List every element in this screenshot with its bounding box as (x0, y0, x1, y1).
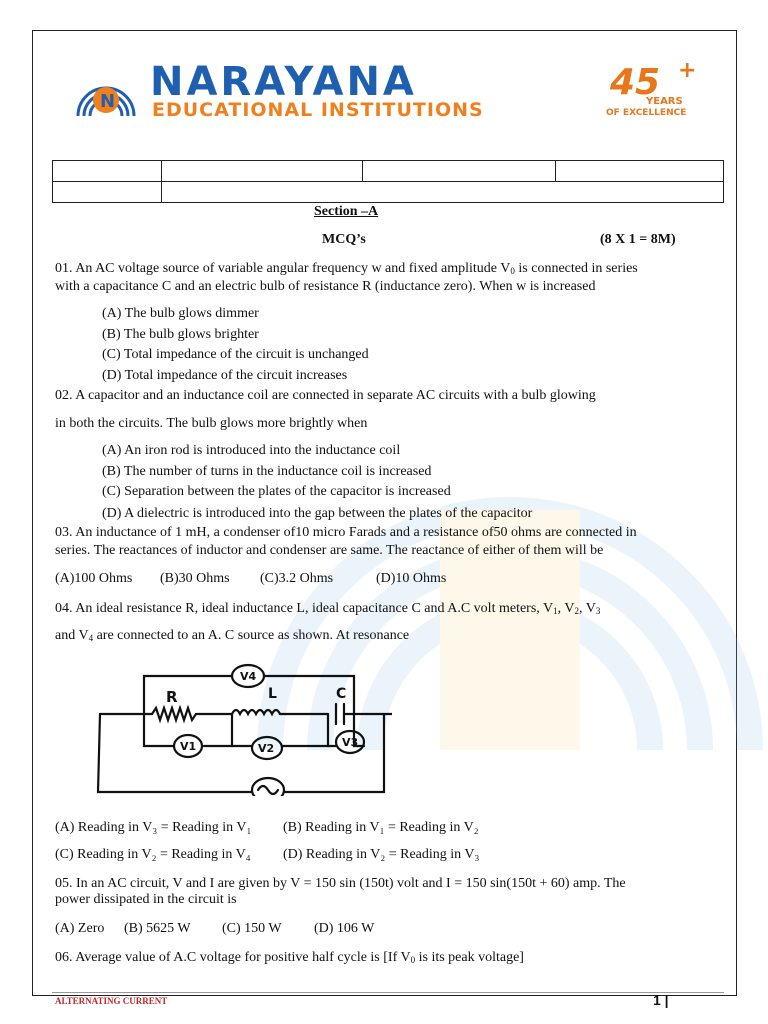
q01-option-c: (C) Total impedance of the circuit is unchanged (102, 347, 369, 362)
q04-option-b: (B) Reading in V₁ = Reading in V₂ (283, 820, 479, 835)
q03-option-b: (B)30 Ohms (160, 571, 230, 586)
q01-option-d: (D) Total impedance of the circuit increases (102, 368, 348, 383)
q02-option-c: (C) Separation between the plates of the capacitor is increased (102, 484, 451, 499)
narayana-emblem-icon (72, 60, 140, 120)
anniversary-badge (602, 58, 702, 122)
brand-name: NARAYANA (150, 59, 417, 105)
q01-stem-part: 01. An AC voltage source of variable angular frequency w and fixed amplitude V (55, 261, 511, 276)
l-label: L (268, 686, 277, 702)
q02-option-b: (B) The number of turns in the inductance coil is increased (102, 464, 432, 479)
q02-stem-line2: in both the circuits. The bulb glows more brightly when (55, 416, 368, 431)
q05-option-a: (A) Zero (55, 921, 105, 936)
q03-stem-line2: series. The reactances of inductor and condenser are same. The reactance of either of them will be (55, 543, 604, 558)
q05-option-b: (B) 5625 W (124, 921, 191, 936)
q04-stem-part: and V (55, 628, 89, 643)
q04-stem-part: are connected to an A. C source as shown. At resonance (93, 628, 410, 643)
svg-text:N: N (100, 91, 116, 112)
q04-option-c: (C) Reading in V₂ = Reading in V₄ (55, 847, 251, 862)
q06-stem-part: 06. Average value of A.C voltage for positive half cycle is [If V (55, 950, 411, 965)
info-cell (162, 161, 363, 182)
q05-option-d: (D) 106 W (314, 921, 375, 936)
q01-stem-line2: with a capacitance C and an electric bulb of resistance R (inductance zero). When w is increased (55, 279, 596, 294)
student-info-table (52, 160, 724, 203)
q01-option-a: (A) The bulb glows dimmer (102, 306, 259, 321)
q04-stem-line2: and $V_4$ are connected to an A. C source as shown. At resonance (55, 628, 410, 643)
q04-stem-part: 04. An ideal resistance R, ideal inductance L, ideal capacitance C and A.C volt meters, V (55, 601, 554, 616)
v2-label: V2 (258, 742, 275, 755)
q01-sub: 0 (510, 266, 515, 276)
info-cell (556, 161, 724, 182)
v4-label: V4 (240, 670, 257, 683)
q06-stem-part: is its peak voltage] (415, 950, 524, 965)
q02-option-a: (A) An iron rod is introduced into the inductance coil (102, 443, 401, 458)
q04-option-d: (D) Reading in V₂ = Reading in V₃ (283, 847, 480, 862)
v3-label: V3 (342, 736, 359, 749)
q06-stem (55, 949, 524, 969)
q03-option-c: (C)3.2 Ohms (260, 571, 334, 586)
years-plus: + (678, 58, 697, 83)
page-number: 1 | (653, 992, 669, 1008)
c-label: C (336, 686, 347, 702)
mcq-title: MCQ’s (322, 232, 366, 247)
q04-option-a: (A) Reading in V₃ = Reading in V₁ (55, 820, 252, 835)
q03-stem-line1: 03. An inductance of 1 mH, a condenser of10 micro Farads and a resistance of50 ohms are connected in (55, 525, 637, 540)
q01-option-b: (B) The bulb glows brighter (102, 327, 259, 342)
q03-option-d: (D)10 Ohms (376, 571, 447, 586)
brand-subtitle: EDUCATIONAL INSTITUTIONS (152, 99, 484, 121)
years-word: YEARS (646, 96, 683, 107)
q04-stem-line1: 04. An ideal resistance R, ideal inductance L, ideal capacitance C and A.C volt meters, $V_1$, $V_2$, $V_3$ (55, 601, 601, 616)
v1-label: V1 (180, 740, 197, 753)
info-cell (363, 161, 556, 182)
footer-divider (52, 992, 724, 993)
years-subtitle: OF EXCELLENCE (606, 108, 687, 118)
info-cell (53, 161, 162, 182)
q05-stem-line1: 05. In an AC circuit, V and I are given by V = 150 sin (150t) volt and I = 150 sin(150t + 60) amp. The (55, 876, 626, 891)
info-cell (53, 182, 162, 203)
circuit-diagram (92, 656, 392, 796)
q05-option-c: (C) 150 W (222, 921, 282, 936)
footer-chapter: ALTERNATING CURRENT (55, 996, 168, 1006)
q06-sub: 0 (410, 955, 416, 965)
q01-stem-part: is connected in series (514, 261, 638, 276)
section-title: Section –A (314, 204, 379, 219)
q03-option-a: (A)100 Ohms (55, 571, 133, 586)
years-number: 45 (610, 62, 661, 103)
r-label: R (166, 688, 178, 706)
info-cell (162, 182, 724, 203)
q02-option-d: (D) A dielectric is introduced into the gap between the plates of the capacitor (102, 506, 533, 521)
q01-stem-line1 (55, 260, 638, 280)
q05-stem-line2: power dissipated in the circuit is (55, 892, 237, 907)
q02-stem-line1: 02. A capacitor and an inductance coil are connected in separate AC circuits with a bulb glowing (55, 388, 596, 403)
marks-scheme: (8 X 1 = 8M) (600, 232, 676, 247)
